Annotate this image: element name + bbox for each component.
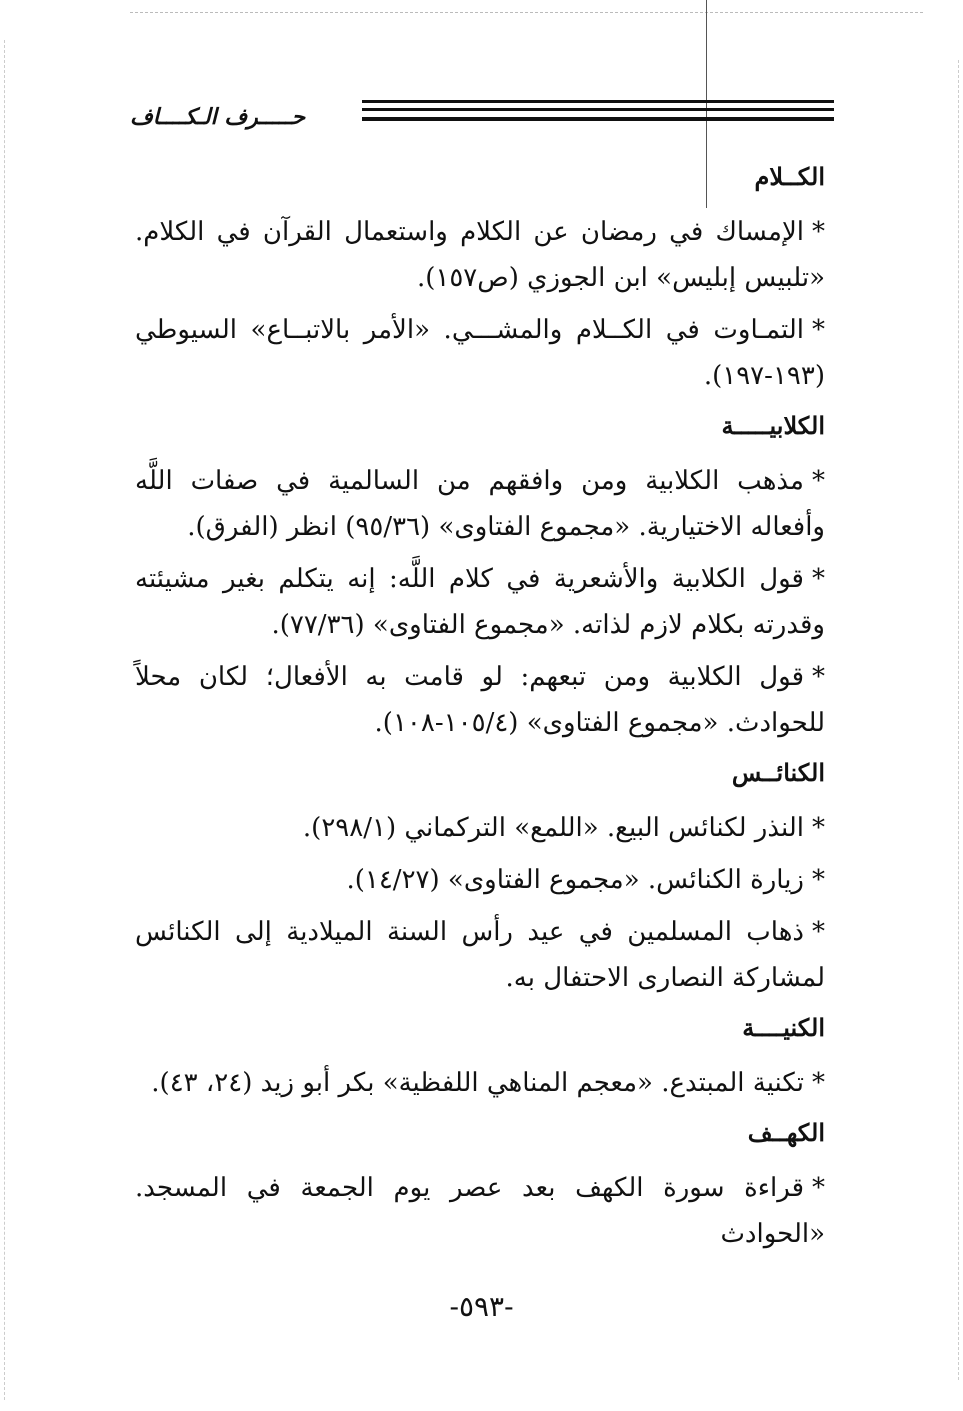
bullet-star: * xyxy=(812,1173,825,1203)
header-rule xyxy=(362,108,834,111)
entry xyxy=(135,1165,825,1257)
entry xyxy=(135,209,825,301)
bullet-star: * xyxy=(812,217,825,247)
section-kalam xyxy=(135,162,825,399)
bullet-star: * xyxy=(812,813,825,843)
section-kahf xyxy=(135,1118,825,1257)
entry-text: قول الكلابية والأشعرية في كلام اللَّه: إنه يتكلم بغير مشيئته وقدرته بكلام لازم لذاته. «مجموع الفتاوى» (٧٧/٣٦). xyxy=(135,564,825,640)
entry xyxy=(135,805,825,851)
entry-text: قراءة سورة الكهف بعد عصر يوم الجمعة في المسجد. «الحوادث xyxy=(135,1173,825,1249)
entry-text: الإمساك في رمضان عن الكلام واستعمال القرآن في الكلام. «تلبيس إبليس» ابن الجوزي (ص١٥٧). xyxy=(135,217,825,293)
bullet-star: * xyxy=(812,917,825,947)
bullet-star: * xyxy=(812,564,825,594)
entry-text: قول الكلابية ومن تبعهم: لو قامت به الأفعال؛ لكان محلاً للحوادث. «مجموع الفتاوى» (١٠٥/٤-١٠٨). xyxy=(135,662,825,738)
bullet-star: * xyxy=(812,662,825,692)
entry xyxy=(135,654,825,746)
section-title: الكلابيـــــة xyxy=(721,411,825,440)
entry xyxy=(135,1060,825,1106)
entry xyxy=(135,307,825,399)
section-title: الكهــف xyxy=(747,1118,825,1147)
bullet-star: * xyxy=(812,315,825,345)
bullet-star: * xyxy=(812,865,825,895)
entry-text: النذر لكنائس البيع. «اللمع» التركماني (٢٩٨/١). xyxy=(302,813,804,843)
page-number: -٥٩٣- xyxy=(449,1290,514,1323)
bullet-star: * xyxy=(812,466,825,496)
entry-text: ذهاب المسلمين في عيد رأس السنة الميلادية إلى الكنائس لمشاركة النصارى الاحتفال به. xyxy=(135,917,825,993)
section-title: الكنائــس xyxy=(731,758,825,787)
entry-text: مذهب الكلابية ومن وافقهم من السالمية في صفات اللَّه وأفعاله الاختيارية. «مجموع الفتاوى» (٩٥/٣٦) انظر (الفرق). xyxy=(135,466,825,542)
section-title: الكنيــــة xyxy=(742,1013,825,1042)
entry-text: التمـاوت في الكــلام والمشـــي. «الأمر بالاتبــاع» السيوطي (١٩٣-١٩٧). xyxy=(135,315,825,391)
scan-border-top xyxy=(130,12,923,13)
entry xyxy=(135,458,825,550)
scan-border-left xyxy=(4,40,5,1400)
header-rule xyxy=(362,100,834,103)
section-kanais xyxy=(135,758,825,1001)
page-content xyxy=(135,150,825,1263)
entry xyxy=(135,556,825,648)
running-header: حـــــرف الـكــــاف xyxy=(130,104,306,130)
entry-text: تكنية المبتدع. «معجم المناهي اللفظية» بكر أبو زيد (٢٤، ٤٣). xyxy=(151,1068,804,1098)
scan-border-right xyxy=(958,60,959,1380)
bullet-star: * xyxy=(812,1068,825,1098)
section-kullabiyya xyxy=(135,411,825,746)
header-rule xyxy=(362,117,834,121)
section-kunya xyxy=(135,1013,825,1106)
section-title: الكــلام xyxy=(754,162,825,191)
entry xyxy=(135,909,825,1001)
entry xyxy=(135,857,825,903)
entry-text: زيارة الكنائس. «مجموع الفتاوى» (١٤/٢٧). xyxy=(346,865,804,895)
